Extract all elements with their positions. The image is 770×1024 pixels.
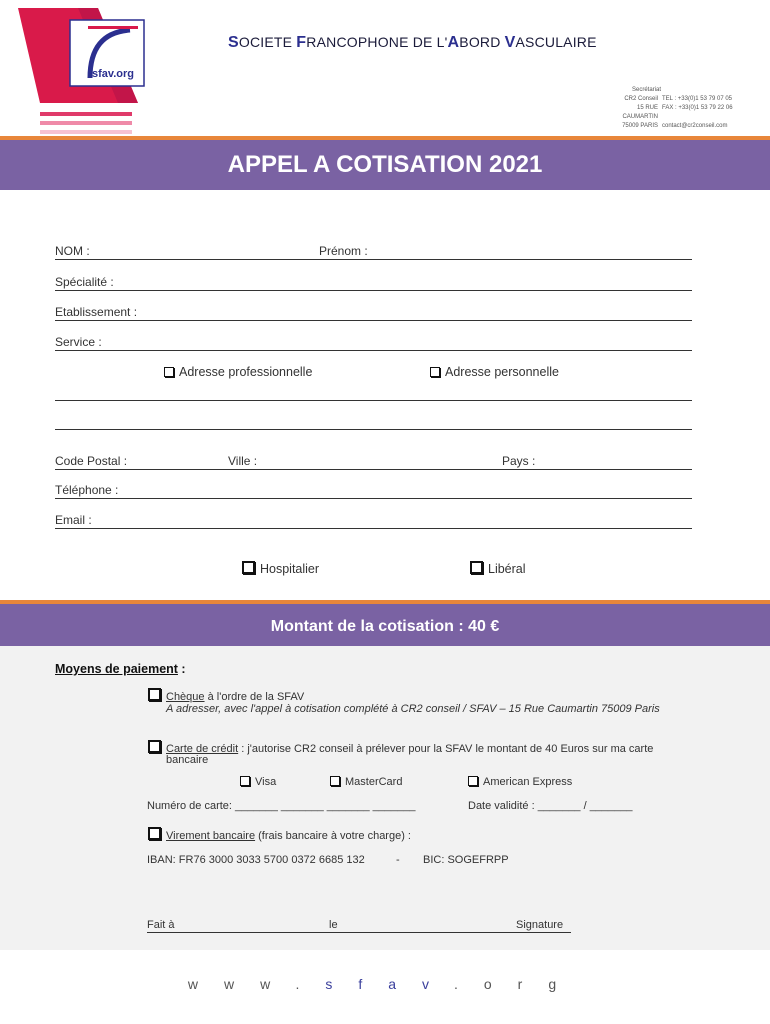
email-field[interactable] <box>55 512 692 529</box>
iban: IBAN: FR76 3000 3033 5700 0372 6685 132 <box>147 854 365 866</box>
website-url: www.sfav.org <box>187 976 583 992</box>
checkbox-icon[interactable] <box>148 827 161 840</box>
amex-option[interactable]: American Express <box>468 776 572 788</box>
checkbox-icon[interactable] <box>164 367 174 377</box>
contact-right: TEL : +33(0)1 53 79 07 05 <box>662 96 732 102</box>
email-label: Email : <box>55 513 92 527</box>
logo-text: sfav.org <box>92 68 134 80</box>
le-label: le <box>329 919 338 931</box>
contact-right: contact@cr2conseil.com <box>662 123 728 129</box>
contact-right: FAX : +33(0)1 53 79 22 06 <box>662 105 733 111</box>
address-line-1[interactable] <box>55 399 692 401</box>
carte-text-cont: bancaire <box>166 754 209 766</box>
payment-heading: Moyens de paiement : <box>55 662 186 676</box>
page-title: APPEL A COTISATION 2021 <box>0 136 770 190</box>
contact-left: 75009 PARIS <box>622 123 658 129</box>
checkbox-icon[interactable] <box>330 776 340 786</box>
nom-field[interactable] <box>55 243 692 260</box>
code-postal-label: Code Postal : <box>55 454 128 468</box>
checkbox-icon[interactable] <box>470 561 483 574</box>
contact-block <box>600 86 760 131</box>
mastercard-option[interactable]: MasterCard <box>330 776 402 788</box>
checkbox-icon[interactable] <box>148 688 161 701</box>
decorative-stripes <box>40 112 132 139</box>
payment-panel <box>0 646 770 950</box>
carte-option[interactable]: Carte de crédit : j'autorise CR2 conseil à prélever pour la SFAV le montant de 40 Euros sur ma carte <box>148 740 653 755</box>
service-label: Service : <box>55 335 102 349</box>
contact-left: CR2 Conseil <box>624 96 658 102</box>
montant-banner: Montant de la cotisation : 40 € <box>0 600 770 650</box>
secretariat-label: Secrétariat <box>632 87 662 93</box>
checkbox-icon[interactable] <box>430 367 440 377</box>
nom-label: NOM : <box>55 244 90 258</box>
date-validite[interactable]: Date validité : _______ / _______ <box>468 800 633 812</box>
visa-option[interactable]: Visa <box>240 776 276 788</box>
adresse-perso-option[interactable]: Adresse personnelle <box>430 365 559 379</box>
organization-title: SOCIETE FRANCOPHONE DE L'ABORD VASCULAIRE <box>228 34 597 51</box>
signature-label: Signature <box>516 919 564 931</box>
bic: BIC: SOGEFRPP <box>423 854 509 866</box>
etablissement-label: Etablissement : <box>55 305 138 319</box>
liberal-option[interactable]: Libéral <box>470 561 526 576</box>
separator-dash: - <box>396 854 400 866</box>
etablissement-field[interactable] <box>55 304 692 321</box>
specialite-field[interactable] <box>55 274 692 291</box>
numero-carte[interactable]: Numéro de carte: _______ _______ _______ _______ <box>147 800 416 812</box>
service-field[interactable] <box>55 334 692 351</box>
checkbox-icon[interactable] <box>468 776 478 786</box>
checkbox-icon[interactable] <box>148 740 161 753</box>
contact-left: 15 RUE CAUMARTIN <box>622 105 658 120</box>
checkbox-icon[interactable] <box>240 776 250 786</box>
checkbox-icon[interactable] <box>242 561 255 574</box>
fait-a-label: Fait à <box>147 919 175 931</box>
adresse-pro-option[interactable]: Adresse professionnelle <box>164 365 312 379</box>
prenom-label: Prénom : <box>319 244 368 258</box>
cheque-option[interactable]: Chèque à l'ordre de la SFAV <box>148 688 304 703</box>
virement-option[interactable]: Virement bancaire (frais bancaire à votre charge) : <box>148 827 411 842</box>
sfav-logo <box>18 8 158 108</box>
hospitalier-option[interactable]: Hospitalier <box>242 561 319 576</box>
telephone-field[interactable] <box>55 482 692 499</box>
specialite-label: Spécialité : <box>55 275 114 289</box>
address-details-field[interactable] <box>55 453 692 470</box>
address-line-2[interactable] <box>55 428 692 430</box>
signature-line[interactable] <box>147 916 571 933</box>
telephone-label: Téléphone : <box>55 483 119 497</box>
cheque-address: A adresser, avec l'appel à cotisation complété à CR2 conseil / SFAV – 15 Rue Caumartin 75009 Paris <box>166 703 660 715</box>
ville-label: Ville : <box>228 454 258 468</box>
pays-label: Pays : <box>502 454 536 468</box>
